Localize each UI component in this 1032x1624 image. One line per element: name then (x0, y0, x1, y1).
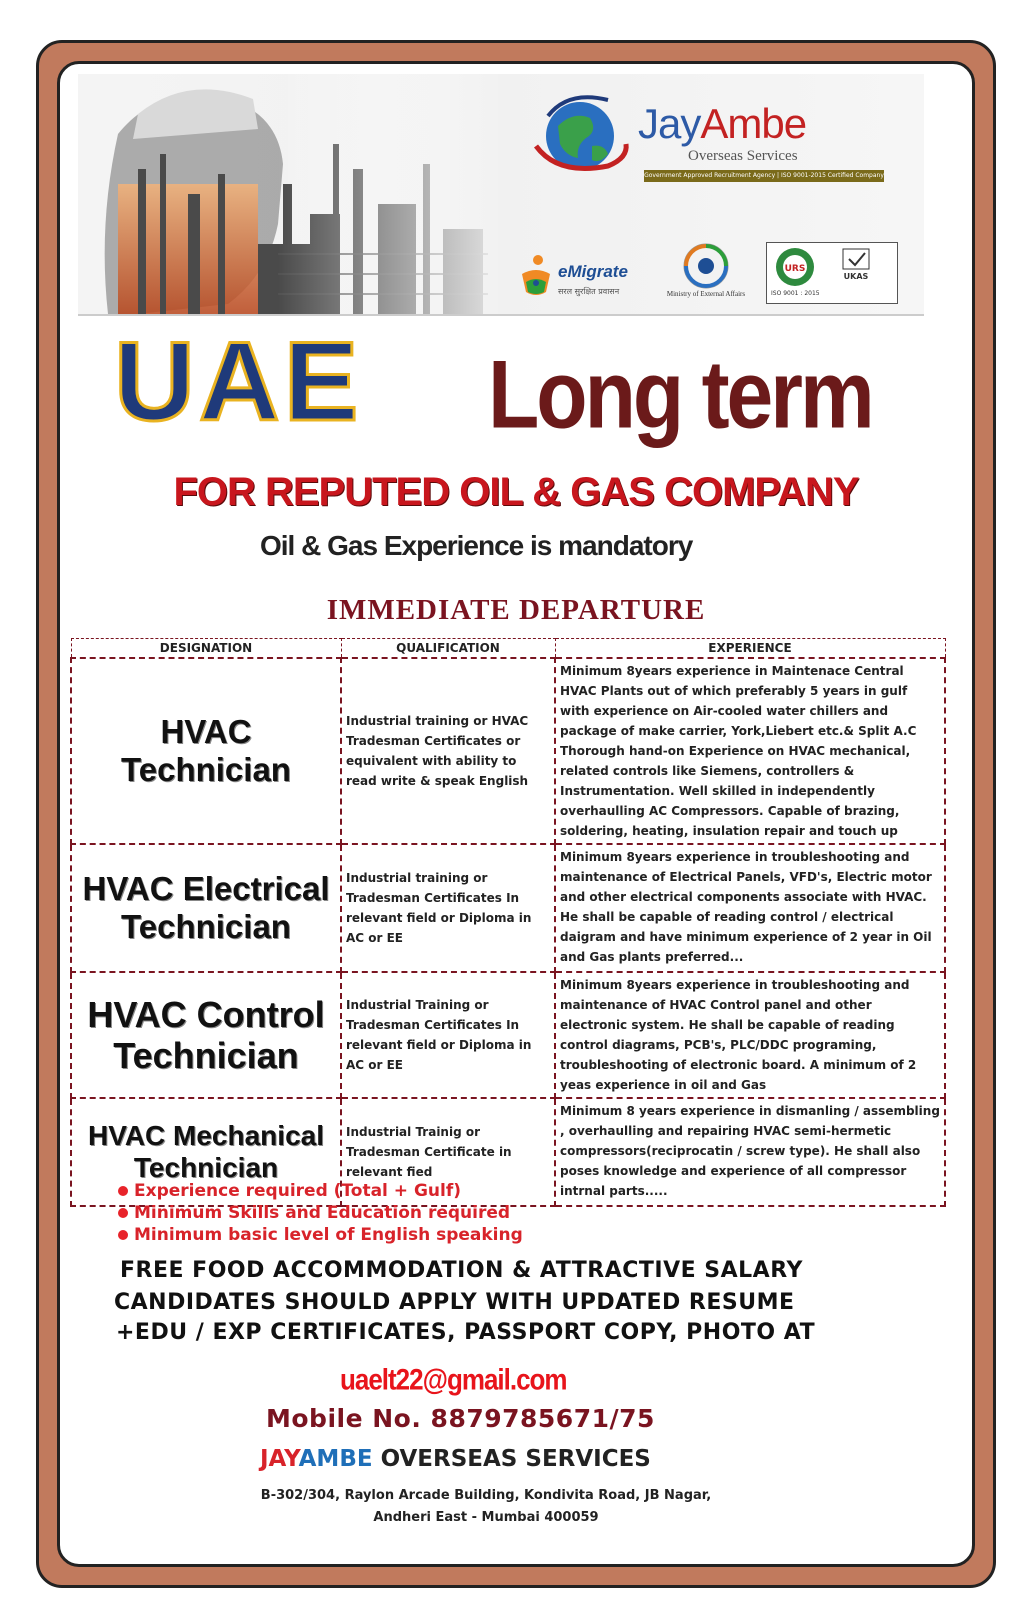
apply-instruction-line: CANDIDATES SHOULD APPLY WITH UPDATED RESUME (114, 1290, 795, 1315)
experience-cell: Minimum 8years experience in troubleshooting and maintenance of HVAC Control panel and other electronic system. He shall be capable of reading control diagrams, PCB's, PLC/DDC programing, troubleshooting of electronic board. A minimum of 2 yeas experience in oil and Gas (555, 972, 945, 1098)
table-row (71, 844, 945, 972)
company-name-jay: JAY (260, 1446, 299, 1472)
poster-frame (36, 40, 996, 1588)
certification-logos (516, 242, 916, 306)
column-header-designation: DESIGNATION (71, 639, 341, 659)
table-header-row (71, 639, 945, 659)
long-term-headline: Long term (488, 340, 872, 449)
table-row (71, 658, 945, 844)
brand-ambe: Ambe (700, 100, 807, 147)
iso-label: ISO 9001 : 2015 (771, 290, 820, 297)
svg-text:UKAS: UKAS (843, 272, 869, 281)
qualification-cell: Industrial Trainig or Tradesman Certificate in relevant fied (341, 1098, 555, 1206)
designation-cell: HVAC Control Technician (71, 972, 341, 1098)
company-name-rest: OVERSEAS SERVICES (372, 1446, 651, 1472)
table-row (71, 972, 945, 1098)
emigrate-logo (516, 248, 646, 302)
emigrate-title: eMigrate (558, 262, 628, 281)
emigrate-tagline: सरल सुरक्षित प्रवासन (558, 287, 620, 296)
refinery-worker-image (78, 74, 498, 314)
svg-text:URS: URS (784, 264, 806, 274)
bullet-icon (118, 1230, 128, 1240)
requirements-list (118, 1180, 523, 1246)
iso-certificate-logo (766, 242, 898, 304)
address-line-1: B-302/304, Raylon Arcade Building, Kondivita Road, JB Nagar, (260, 1488, 712, 1503)
brand-certification-strip: Government Approved Recruitment Agency | ISO 9001-2015 Certified Company (644, 170, 884, 182)
company-type-line: FOR REPUTED OIL & GAS COMPANY (173, 470, 859, 514)
iso-seal-icon (771, 245, 891, 289)
benefits-line: FREE FOOD ACCOMMODATION & ATTRACTIVE SALARY (120, 1258, 803, 1283)
company-name-ambe: AMBE (298, 1446, 373, 1472)
requirement-text: Experience required (Total + Gulf) (134, 1181, 462, 1201)
requirement-text: Minimum Skills and Education required (134, 1203, 511, 1223)
brand-jay: Jay (638, 100, 701, 147)
designation-cell: HVAC Electrical Technician (71, 844, 341, 972)
emigrate-icon (516, 252, 556, 302)
bullet-icon (118, 1186, 128, 1196)
experience-requirement: Oil & Gas Experience is mandatory (260, 530, 693, 561)
job-table (70, 638, 946, 1207)
contact-mobile[interactable]: Mobile No. 8879785671/75 (266, 1404, 655, 1433)
globe-icon (528, 86, 632, 186)
experience-cell: Minimum 8years experience in Maintenace Central HVAC Plants out of which preferably 5 years in gulf with experience on Air-cooled water chillers and package of make carrier, York,Liebert etc.& Split A.C Thorough hand-on Experience on HVAC mechanical, related controls like Siemens, controllers & Instrumentation. Well skilled in independently overhaulling AC Compressors. Capable of brazing, soldering, heating, insulation repair and touch up (555, 658, 945, 844)
documents-line: +EDU / EXP CERTIFICATES, PASSPORT COPY, PHOTO AT (116, 1320, 816, 1345)
poster-body (57, 61, 975, 1567)
list-item (118, 1180, 523, 1202)
qualification-cell: Industrial Training or Tradesman Certificates In relevant field or Diploma in AC or EE (341, 972, 555, 1098)
brand-subtitle: Overseas Services (688, 148, 798, 164)
mea-emblem-icon (680, 242, 732, 290)
bullet-icon (118, 1208, 128, 1218)
designation-cell: HVAC Technician (71, 658, 341, 844)
mea-label: Ministry of External Affairs (666, 290, 746, 298)
experience-cell: Minimum 8years experience in troubleshooting and maintenance of Electrical Panels, VFD's, Electric motor and other electrical components associate with HVAC. He shall be capable of reading control / electrical daigram and have minimum experience of 2 year in Oil and Gas plants preferred... (555, 844, 945, 972)
requirement-text: Minimum basic level of English speaking (134, 1225, 523, 1245)
list-item (118, 1202, 523, 1224)
experience-cell: Minimum 8 years experience in dismanling / assembling , overhaulling and repairing HVAC semi-hermetic compressors(reciprocatin / screw type). He shall also poses knowledge and experience of all compressor intrnal parts..... (555, 1098, 945, 1206)
column-header-qualification: QUALIFICATION (341, 639, 555, 659)
uae-headline: UAE (114, 319, 363, 444)
qualification-cell: Industrial training or HVAC Tradesman Certificates or equivalent with ability to read write & speak English (341, 658, 555, 844)
departure-notice: IMMEDIATE DEPARTURE (326, 594, 706, 626)
designation-cell: HVAC Mechanical Technician (71, 1098, 341, 1206)
address-line-2: Andheri East - Mumbai 400059 (373, 1510, 599, 1525)
brand-name (638, 100, 806, 148)
company-name (260, 1446, 651, 1472)
mea-logo (656, 242, 756, 306)
header-banner (78, 74, 924, 316)
contact-email[interactable]: uaelt22@gmail.com (340, 1362, 567, 1397)
qualification-cell: Industrial training or Tradesman Certificates In relevant field or Diploma in AC or EE (341, 844, 555, 972)
list-item (118, 1224, 523, 1246)
column-header-experience: EXPERIENCE (555, 639, 945, 659)
jayambe-logo (528, 86, 888, 186)
